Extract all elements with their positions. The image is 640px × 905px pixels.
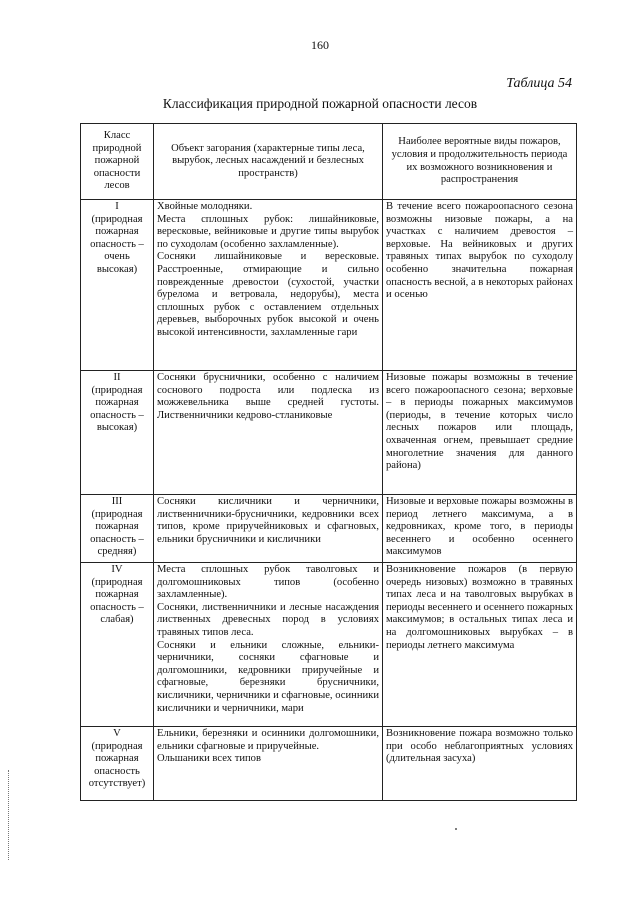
fire-kinds-cell: В течение всего пожароопасного сезона возможны низовые пожары, а на участках с наличием древостоя – верховые. На вейниковых и других травяных типах вырубок по суходолу особенно значительна пожарная опасность весной, а в некоторых районах и осенью — [383, 200, 577, 371]
class-cell — [81, 727, 154, 801]
table-row — [81, 495, 577, 563]
class-description: (природная пожарная опасность – очень высокая) — [90, 213, 144, 275]
object-cell — [154, 727, 383, 801]
class-description: (природная пожарная опасность отсутствует) — [88, 740, 146, 790]
header-object: Объект загорания (характерные типы леса, вырубок, лесных насаждений и безлесных пространств) — [154, 124, 383, 200]
page-number: 160 — [311, 38, 329, 52]
fire-kinds-cell: Возникновение пожаров (в первую очередь низовых) возможно в травяных типах леса и на таволговых вырубках в периоды весеннего и осеннего пожарных максимумов; в остальных типах леса и на долгомошниковых вырубках – в периоды летнего максимума — [383, 563, 577, 727]
object-cell — [154, 371, 383, 495]
object-cell — [154, 495, 383, 563]
class-number: V — [113, 728, 121, 739]
class-cell — [81, 200, 154, 371]
object-text: Сосняки и ельники сложные, ельники-черничники, сосняки сфагновые и долгомошники, кедровники приручейные и сфагновые, березняки брусничники, кисличники, черничники и сфагновые, осинники кисличники и черничники, мари — [157, 639, 379, 714]
fire-kinds-cell: Низовые пожары возможны в течение всего пожароопасного сезона; верховые – в периоды пожарных максимумов (периоды, в течение которых число лесных пожаров или площадь, охваченная огнем, превышает средние многолетние значения для данного района) — [383, 371, 577, 495]
fire-kinds-cell: Возникновение пожара возможно только при особо неблагоприятных условиях (длительная засуха) — [383, 727, 577, 801]
class-number: II — [113, 372, 121, 383]
scan-speck — [455, 828, 457, 830]
class-number: IV — [111, 564, 123, 575]
class-cell — [81, 495, 154, 563]
object-text: Хвойные молодняки. — [157, 201, 253, 212]
object-text: Сосняки лишайниковые и вересковые. Расстроенные, отмирающие и сильно поврежденные древостои (сухостой, участки бурелома и ветровала, недорубы), места сплошных рубок с оставлением отдельных деревьев, выборочных рубок высокой и очень высокой интенсивности, захламленные гари — [157, 251, 379, 338]
object-text: Ельники, березняки и осинники долгомошники, ельники сфагновые и приручейные. — [157, 728, 379, 752]
object-text: Места сплошных рубок: лишайниковые, вересковые, вейниковые и другие типы вырубок по суходолам (особенно захламленные). — [157, 213, 379, 250]
class-cell — [81, 371, 154, 495]
object-text: Сосняки кисличники и черничники, лиственничники-брусничники, кедровники всех типов, кроме приручейниковых и сфагновых, ельники брусничники и кисличники — [157, 496, 379, 545]
fire-kinds-cell: Низовые и верховые пожары возможны в период летнего максимума, а в кедровниках, кроме того, в периоды весеннего и особенно осеннего максимумов — [383, 495, 577, 563]
table-row — [81, 371, 577, 495]
table-row — [81, 200, 577, 371]
class-number: III — [111, 496, 123, 507]
scan-margin-mark — [8, 770, 10, 860]
table-row — [81, 727, 577, 801]
object-text: Сосняки брусничники, особенно с наличием соснового подроста или подлеска из можжевельника выше средней густоты. Лиственничники кедрово-стланиковые — [157, 372, 379, 421]
class-description: (природная пожарная опасность – средняя) — [90, 508, 144, 558]
header-fire-kinds: Наиболее вероятные виды пожаров, условия и продолжительность периода их возможного возникновения и распространения — [383, 124, 577, 200]
class-cell — [81, 563, 154, 727]
fire-danger-table — [80, 123, 577, 801]
object-cell — [154, 563, 383, 727]
document-title: Классификация природной пожарной опасности лесов — [162, 96, 478, 111]
object-text: Места сплошных рубок таволговых и долгомошниковых типов (особенно захламленные). — [157, 564, 379, 601]
class-number: I — [115, 201, 119, 212]
object-cell — [154, 200, 383, 371]
table-row — [81, 563, 577, 727]
table-header-row — [81, 124, 577, 200]
table-label: Таблица 54 — [506, 76, 572, 91]
object-text: Ольшаники всех типов — [157, 753, 261, 765]
class-description: (природная пожарная опасность – высокая) — [90, 384, 144, 434]
object-text: Сосняки, лиственничники и лесные насаждения лиственных древесных пород в условиях травяных типов леса. — [157, 601, 379, 638]
class-description: (природная пожарная опасность – слабая) — [90, 576, 144, 626]
header-class: Класс природной пожарной опасности лесов — [81, 124, 154, 200]
